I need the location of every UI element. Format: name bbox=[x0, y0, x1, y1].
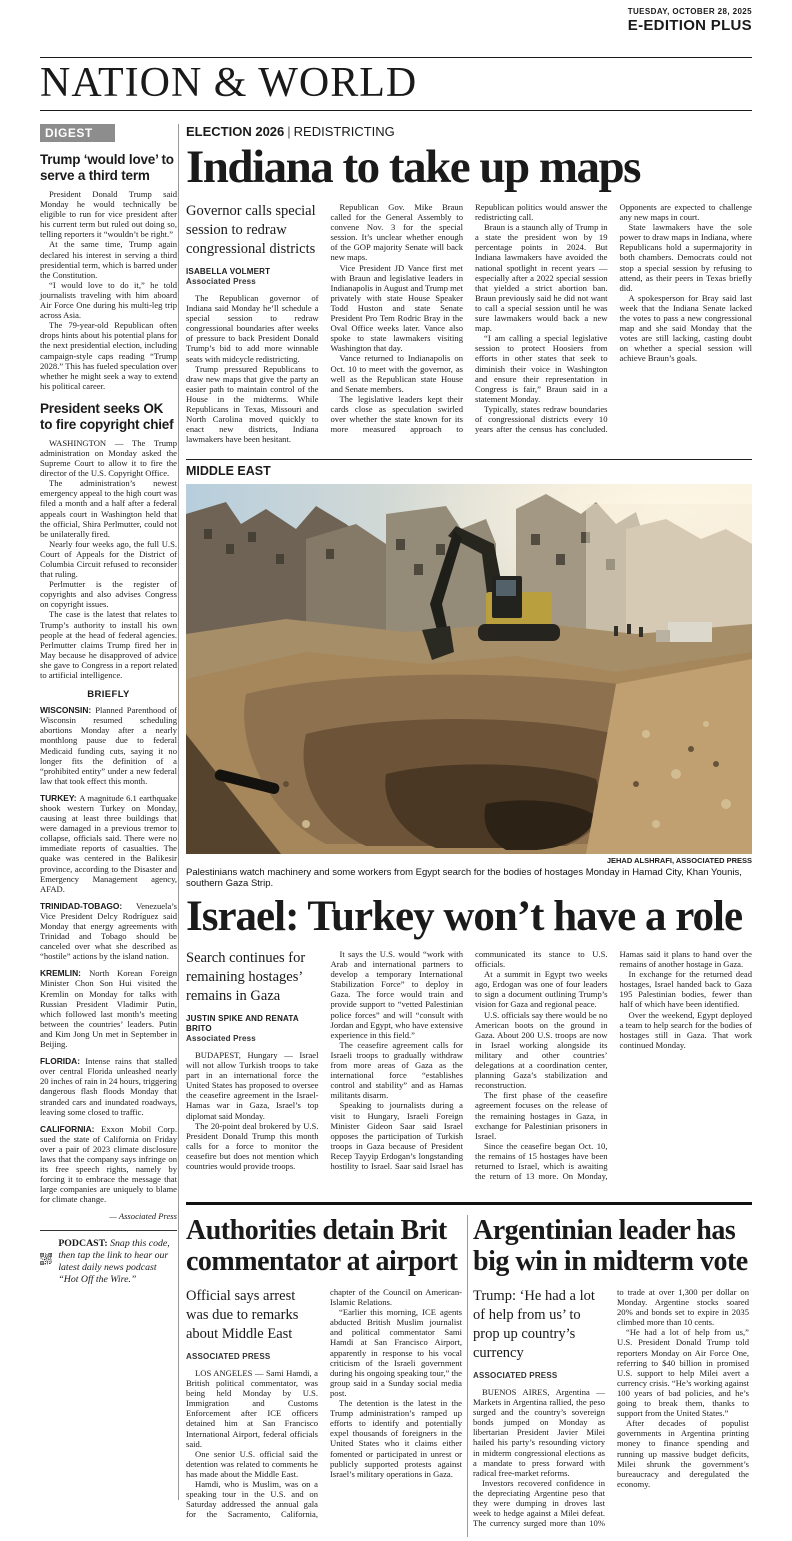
photo-credit: JEHAD ALSHRAFI, ASSOCIATED PRESS bbox=[606, 856, 752, 865]
briefly-attribution: — Associated Press bbox=[109, 1211, 177, 1222]
section-title: NATION & WORLD bbox=[40, 60, 418, 106]
bottom-right-byline: ASSOCIATED PRESS bbox=[473, 1371, 558, 1380]
kicker-primary: ELECTION 2026 bbox=[186, 124, 285, 139]
brief-label: KREMLIN: bbox=[40, 968, 90, 979]
lead-byline: ISABELLA VOLMERT bbox=[186, 267, 271, 276]
bottom-left-columns bbox=[186, 1287, 462, 1537]
digest-column bbox=[40, 124, 177, 1286]
paragraph: Nearly four weeks ago, the full U.S. Court of Appeals for the District of Columbia Circuit refused to reconsider that ruling. bbox=[40, 538, 177, 580]
paragraph: Braun is a staunch ally of Trump in a state the president won by 19 percentage points in 2024. But Indiana lawmakers have avoided the national spotlight in recent years — especially after a 2022 special session that yielded a strict abortion ban. Braun previously said he did not want to call a special session until he was sure lawmakers would back a new map. bbox=[475, 222, 608, 334]
lead-headline: Indiana to take up maps bbox=[186, 141, 640, 193]
bottom-story-divider bbox=[467, 1215, 468, 1537]
lead-byline-org: Associated Press bbox=[186, 277, 256, 286]
podcast-label: PODCAST: bbox=[58, 1238, 108, 1250]
paragraph: TRINIDAD-TOBAGO: Venezuela’s Vice President Delcy Rodríguez said Monday that energy agreements with Trinidad and Tobago should be canceled over what she described as “hostile” actions by the island nation. bbox=[40, 900, 177, 962]
paragraph: The detention is the latest in the Trump administration’s ramped up efforts to identify and potentially expel thousands of foreigners in the United States who it claims either fomented or participated in unrest or publicly supported protests against Israel’s military operations in Gaza. bbox=[330, 1398, 462, 1479]
digest-story-1-body bbox=[40, 189, 177, 391]
digest-headline-1: Trump ‘would love’ to serve a third term bbox=[40, 152, 174, 183]
bottom-right-subhead: Trump: ‘He had a lot of help from us’ to prop up country’s currency bbox=[473, 1288, 595, 1361]
paragraph: Vice President JD Vance first met with Braun and legislative leaders in Indianapolis in August and Trump met privately with state House Speaker Todd Huston and state Senate President Pro Tem Rodric Bray in the Oval Office weeks later. Vance also spoke to state lawmakers visiting Washington that day. bbox=[330, 262, 463, 354]
podcast-block bbox=[40, 1238, 177, 1286]
middle-east-kicker: MIDDLE EAST bbox=[186, 464, 271, 478]
date-line: TUESDAY, OCTOBER 28, 2025 bbox=[627, 7, 752, 16]
paragraph: BUENOS AIRES, Argentina — Markets in Argentina rallied, the peso surged and the country’s sovereign bonds jumped on Monday as libertarian President Javier Milei hailed his party’s resounding victory in midterm congressional elections as a mandate to press forward with radical free-market reforms. bbox=[473, 1387, 605, 1478]
paragraph: The first phase of the ceasefire agreement focuses on the release of the remaining hostages in Gaza, in exchange for Palestinian prisoners in Israel. bbox=[475, 1090, 608, 1141]
paragraph: KREMLIN: North Korean Foreign Minister Chon Son Hui visited the Kremlin on Monday for talks with Russian President Vladimir Putin, which followed last month’s meeting between the countries’ leaders. Putin and Kim Jong Un met in September in Beijing. bbox=[40, 968, 178, 1050]
paragraph: “He had a lot of help from us,” U.S. President Donald Trump told reporters Monday on Air Force One, referring to $40 billion in promised U.S. support to help Milei avert a currency crisis. “He’s working against 100 years of bad policies, and he’s going to break them, thanks to support from the United States.” bbox=[617, 1327, 749, 1419]
middle-east-byline: JUSTIN SPIKE AND RENATA BRITO bbox=[186, 1014, 299, 1033]
paragraph: LOS ANGELES — Sami Hamdi, a British political commentator, was being held Monday by U.S. Immigration and Customs Enforcement after ICE officers detained him at San Francisco International Airport, federal officials said. bbox=[186, 1368, 318, 1449]
brief-label: TRINIDAD-TOBAGO: bbox=[40, 900, 136, 911]
digest-story-2-body bbox=[40, 438, 177, 680]
paragraph: “I am calling a special legislative session to protect Hoosiers from efforts in other states that seek to diminish their voice in Washington and ensure their representation in Congress is fair,” Braun said in a statement Monday. bbox=[475, 333, 608, 404]
middle-east-columns bbox=[186, 949, 752, 1182]
column-divider bbox=[178, 124, 179, 1500]
paragraph: WASHINGTON — The Trump administration on Monday asked the Supreme Court to allow it to fire the director of the U.S. Copyright Office. bbox=[40, 437, 177, 479]
podcast-copy: Snap this code, then tap the link to hear our latest daily news podcast “Hot Off the Wire.” bbox=[58, 1238, 170, 1286]
lead-story-columns bbox=[186, 202, 752, 452]
podcast-text bbox=[58, 1238, 177, 1286]
paragraph: State lawmakers have the sole power to draw maps in Indiana, where Republicans hold a supermajority in both chambers. Democrats could not stop a special session by refusing to attend, as their peers in Texas briefly did. bbox=[619, 222, 752, 293]
page-header bbox=[628, 7, 752, 34]
paragraph: FLORIDA: Intense rains that stalled over central Florida unleashed nearly 20 inches of rain in 24 hours, triggering dangerous flash floods Monday that stranded cars and inundated roadways, leaving some closed to traffic. bbox=[40, 1056, 177, 1117]
paragraph: Vance returned to Indianapolis on Oct. 10 to meet with the governor, as well as the Republican state House and Senate members. bbox=[330, 353, 463, 394]
bottom-section bbox=[186, 1202, 752, 1537]
photo-caption: Palestinians watch machinery and some workers from Egypt search for the bodies of hostages Monday in Hamad City, Khan Younis, southern Gaza Strip. bbox=[186, 867, 742, 889]
paragraph: Over the weekend, Egypt deployed a team to help search for the bodies of hostages still in Gaza. That work continued Monday. bbox=[619, 1009, 752, 1050]
middle-east-section bbox=[186, 459, 752, 1182]
paragraph: Investors recovered confidence in the depreciating Argentine peso that they were dumping in droves last week to hedge against a Milei defeat. The currency surged more than 10% to trade at over 1,300 per dollar on Monday. Argentine stocks soared 20% and bonds set to expire in 2035 climbed more than 10 cents. bbox=[473, 1287, 749, 1529]
paragraph: “I would love to do it,” he told journalists traveling with him aboard Air Force One during his multi-leg trip across Asia. bbox=[40, 279, 177, 321]
paragraph: Trump pressured Republicans to draw new maps that give the party an easier path to maintain control of the House in the midterms. While Republicans in Texas, Missouri and North Carolina moved quickly to enact new districts, Indiana lawmakers have been hesitant. bbox=[186, 363, 319, 445]
bottom-right-story bbox=[473, 1215, 749, 1537]
paragraph: CALIFORNIA: Exxon Mobil Corp. sued the state of California on Friday over a pair of 2023 climate disclosure laws that the company says infringe on its free speech rights, namely by forcing it to embrace the message that large companies are uniquely to blame for climate change. bbox=[40, 1123, 177, 1205]
bottom-right-headline: Argentinian leader has big win in midterm vote bbox=[473, 1215, 748, 1277]
paragraph: Perlmutter is the register of copyrights and also advises Congress on copyright issues. bbox=[40, 579, 177, 610]
lead-story bbox=[186, 124, 752, 452]
middle-east-headline: Israel: Turkey won’t have a role bbox=[186, 893, 743, 940]
paragraph: Typically, states redraw boundaries of congressional districts every 10 years after the census has concluded. Opponents are expected to challenge any new maps in court. bbox=[475, 202, 752, 435]
paragraph: At the same time, Trump again declared his interest in serving a third presidential term, which is barred under the Constitution. bbox=[40, 239, 177, 280]
brief-label: WISCONSIN: bbox=[40, 705, 96, 716]
gaza-search-photo bbox=[186, 484, 752, 854]
paragraph: One senior U.S. official said the detention was related to comments he has made about the Middle East. bbox=[186, 1448, 318, 1479]
paragraph: The case is the latest that relates to Trump’s authority to install his own people at the head of federal agencies. Perlmutter claims Trump fired her in May because he disapproved of advice she gave to Congress in a report related to artificial intelligence. bbox=[40, 609, 177, 681]
bottom-left-story bbox=[186, 1215, 462, 1537]
paragraph: The 79-year-old Republican often drops hints about his potential plans for the next presidential election, including campaign-style caps reading “Trump 2028.” This has fueled speculation over whether he might seek a way to extend his political career. bbox=[40, 320, 177, 391]
digest-headline-2: President seeks OK to fire copyright chief bbox=[40, 400, 174, 432]
paragraph: The administration’s newest emergency appeal to the high court was filed a month and a half after a federal appeals court in Washington held that the official, Shira Perlmutter, could not be unilaterally fired. bbox=[40, 478, 177, 539]
lead-subhead: Governor calls special session to redraw congressional districts bbox=[186, 203, 316, 257]
podcast-divider bbox=[40, 1230, 177, 1231]
paragraph: Since the ceasefire began Oct. 10, the remains of 15 hostages have been returned to Israel, which is awaiting the return of 13 more. On Monday, Hamas said it plans to hand over the remains of another hostage in Gaza. bbox=[475, 949, 752, 1182]
section-masthead bbox=[40, 57, 752, 111]
briefly-label: BRIEFLY bbox=[87, 689, 130, 701]
paragraph: The Republican governor of Indiana said Monday he’ll schedule a special session to redraw congressional boundaries after weeks of pressure to back President Donald Trump’s bid to add more winnable seats with midcycle redistricting. bbox=[186, 293, 319, 364]
paragraph: The 20-point deal brokered by U.S. President Donald Trump this month calls for a force to monitor the ceasefire but does not mention which countries would provide troops. bbox=[186, 1120, 319, 1172]
bottom-right-columns bbox=[473, 1287, 749, 1537]
middle-east-byline-org: Associated Press bbox=[186, 1034, 256, 1043]
paragraph: WISCONSIN: Planned Parenthood of Wisconsin resumed scheduling abortions Monday after a nearly monthlong pause due to federal Medicaid funding cuts, saying it no longer fits the definition of a “prohibited entity” under a new federal law that took effect this month. bbox=[40, 705, 177, 786]
digest-label: DIGEST bbox=[40, 124, 115, 142]
paragraph: The ceasefire agreement calls for Israeli troops to gradually withdraw from more areas of Gaza as the international force “establishes control and stability” and as Hamas militants disarm. bbox=[330, 1039, 463, 1101]
bottom-left-headline: Authorities detain Brit commentator at airport bbox=[186, 1215, 458, 1277]
lead-kicker bbox=[186, 124, 752, 139]
qr-code-icon bbox=[40, 1238, 52, 1280]
paragraph: Republican Gov. Mike Braun called for the General Assembly to convene Nov. 3 for the special session. It’s unclear whether enough of the GOP majority Senate will back new maps. bbox=[330, 202, 463, 263]
middle-east-subhead: Search continues for remaining hostages’ remains in Gaza bbox=[186, 950, 306, 1004]
paragraph: It says the U.S. would “work with Arab and international partners to develop a temporary International Stabilization Force” to deploy in Gaza. The force would train and provide support to “vetted Palestinian police forces” and will “consult with Jordan and Egypt, who have extensive experience in this field.” bbox=[330, 949, 463, 1040]
paragraph: Speaking to journalists during a visit to Hungary, Israeli Foreign Minister Gideon Saar said Israel opposes the participation of Turkish troops in Gaza because of President Recep Tayyip Erdogan’s longstanding hostility to Israel. Saar said Israel has communicated its stance to U.S. officials. bbox=[330, 949, 608, 1171]
kicker-secondary: REDISTRICTING bbox=[293, 124, 395, 139]
paragraph: Hamdi, who is Muslim, was on a speaking tour in the U.S. and on Saturday addressed the annual gala for the Sacramento, California, chapter of the Council on American-Islamic Relations. bbox=[186, 1287, 462, 1520]
paragraph: The legislative leaders kept their cards close as speculation swirled over whether the state known for its more measured approach to Republican politics would answer the redistricting call. bbox=[330, 202, 608, 435]
paragraph: A spokesperson for Bray said last week that the Indiana Senate lacked the votes to pass a new congressional map and she said Monday that the votes are still lacking, casting doubt on whether a special session will achieve Braun’s goals. bbox=[619, 292, 752, 364]
brief-label: TURKEY: bbox=[40, 792, 80, 803]
paragraph: “Earlier this morning, ICE agents abducted British Muslim journalist and political commentator Sami Hamdi at San Francisco Airport, apparently in response to his vocal criticism of the Israeli government during his ongoing speaking tour,” the group said in a Sunday social media post. bbox=[330, 1307, 462, 1398]
brief-label: CALIFORNIA: bbox=[40, 1123, 102, 1134]
paragraph: After decades of populist governments in Argentina printing money to finance spending and running up massive budget deficits, Milei shrunk the government’s bureaucracy and deregulated the economy. bbox=[617, 1418, 749, 1489]
bottom-left-subhead: Official says arrest was due to remarks about Middle East bbox=[186, 1288, 299, 1342]
edition-label: E-EDITION PLUS bbox=[627, 17, 752, 34]
paragraph: BUDAPEST, Hungary — Israel will not allow Turkish troops to take part in an international force the United States has proposed to oversee the ceasefire agreement in the Israel-Hamas war in Gaza, Israel’s top diplomat said Monday. bbox=[186, 1050, 319, 1121]
paragraph: In exchange for the returned dead hostages, Israel handed back to Gaza 195 Palestinian bodies, fewer than half of which have been identified. bbox=[619, 969, 752, 1010]
kicker-separator: | bbox=[287, 124, 291, 139]
paragraph: President Donald Trump said Monday he would technically be eligible to run for vice president after his current term but ruled out doing so, telling reporters it “wouldn’t be right.” bbox=[40, 189, 177, 240]
briefly-items bbox=[40, 705, 177, 1204]
bottom-left-byline: ASSOCIATED PRESS bbox=[186, 1352, 271, 1361]
brief-label: FLORIDA: bbox=[40, 1056, 86, 1067]
paragraph: U.S. officials say there would be no American boots on the ground in Gaza. About 200 U.S. troops are now in Israel working alongside its military and other countries’ delegations at a coordination center, planning Gaza’s stabilization and reconstruction. bbox=[475, 1009, 608, 1091]
paragraph: At a summit in Egypt two weeks ago, Erdogan was one of four leaders to sign a document outlining Trump’s vision for Gaza and regional peace. bbox=[475, 969, 608, 1010]
paragraph: TURKEY: A magnitude 6.1 earthquake shook western Turkey on Monday, causing at least three buildings that were damaged in a previous tremor to collapse, officials said. There were no immediate reports of casualties. The quake was centered in the Balikesir province, according to the Disaster and Emergency Management agency, AFAD. bbox=[40, 792, 177, 894]
